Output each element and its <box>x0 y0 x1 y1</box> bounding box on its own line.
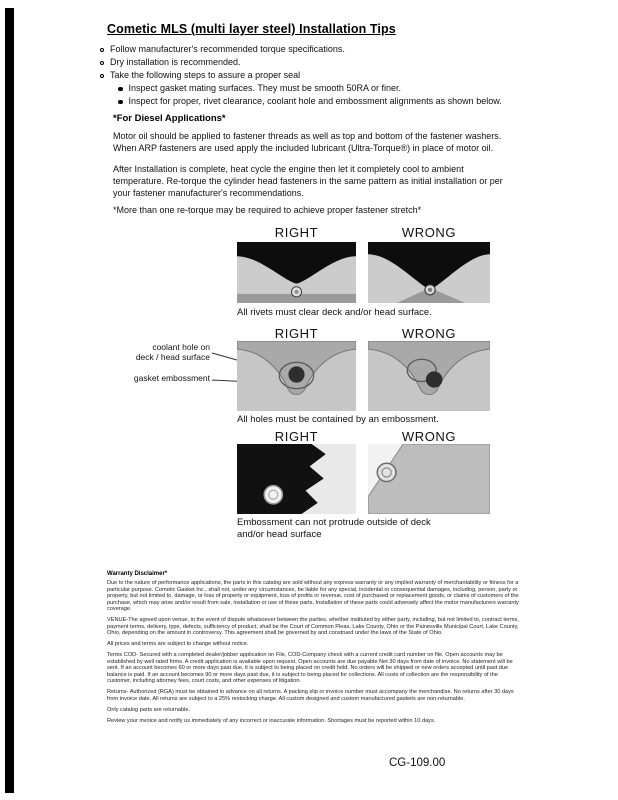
rivets-wrong-label: WRONG <box>401 225 457 240</box>
callout-text: coolant hole on <box>152 342 210 352</box>
holes-right-panel <box>237 341 356 411</box>
gasket-embossment-callout: gasket embossment <box>133 373 210 383</box>
legal-paragraph: VENUE-The agreed upon venue, in the event of dispute whatsoever between the parties, whether instituted by either party, including, but not limited to, contract terms, payment terms, delivery, type, defects, sufficiency of product, shall be the Court of Common Pleas, Lake County, Ohio or the Painesville Municipal Court, Lake County, Ohio, depending on the amount in controversy. This agreement shall be governed by and construed under the laws of the State of Ohio. <box>107 617 519 636</box>
embossment-caption <box>237 517 497 540</box>
embossment-right-graphic <box>237 444 356 514</box>
bullet-icon <box>100 48 104 52</box>
retorque-note: *More than one re-torque may be required to achieve proper fastener stretch* <box>113 205 422 215</box>
tip-text: Inspect gasket mating surfaces. They must be smooth 50RA or finer. <box>128 83 401 93</box>
legal-paragraph: Returns- Authorized (RGA) must be obtained in advance on all returns. A packing slip or invoice number must accompany the merchandise. No returns after 30 days from invoice date. All returns are subject to a 25% restocking charge. All custom designed and custom manufactured gaskets are non-returnable. <box>107 689 514 702</box>
bullet-icon <box>100 74 104 78</box>
callout-text: deck / head surface <box>135 352 210 362</box>
tip-text: Dry installation is recommended. <box>110 57 241 67</box>
bullet-icon <box>100 61 104 65</box>
retorque-paragraph: After Installation is complete, heat cycle the engine then let it completely cool to ambient temperature. Re-torque the cylinder head fasteners in the same pattern as initial installation or per your fastener manufacturer's recommendations. <box>113 164 503 198</box>
holes-caption: All holes must be contained by an embossment. <box>237 414 439 425</box>
rivets-right-panel <box>237 242 356 303</box>
coolant-hole-callout <box>118 342 210 362</box>
legal-paragraph: Terms COD- Secured with a completed dealer/jobber application on File, COD-Company check with a current credit card number on file. Open accounts may be established by well rated firms. A credit application is available upon request. Open accounts are due payable Net 30 days from date of invoice. No statement will be sent. If an account becomes 60 or more days past due, it is subject to being placed on credit hold. No orders will be shipped or new orders accepted until past due balance is paid. If an account becomes 90 or more days past due, it is subject to being placed for collections. All costs of collection are the responsibility of the customer, including attorney fees, court costs, and other expenses of litigation. <box>107 652 513 684</box>
legal-paragraph: Due to the nature of performance applications, the parts in this catalog are sold without any express warranty or any implied warranty of merchantability or fitness for a particular purpose. Cometic Gasket Inc., shall not, under any circumstances, be liable for any special, incidental or consequential damages, including, person, party or property, but not limited to, damage, or loss of property or equipment, loss of profits or revenue, cost of purchased or replacement goods, or claims of customers of the purchase, which may arise and/or result from sale, installation or use of these parts. Installation of these parts could adversely affect the motor manufacturers warranty coverage. <box>107 580 519 612</box>
rivets-caption: All rivets must clear deck and/or head surface. <box>237 307 432 318</box>
coolant-hole <box>426 371 443 387</box>
list-item <box>100 43 502 56</box>
installation-tips-list <box>100 43 502 108</box>
rivets-right-label: RIGHT <box>274 225 319 240</box>
legal-paragraph: Only catalog parts are returnable. <box>107 706 191 713</box>
holes-right-label: RIGHT <box>274 326 319 341</box>
coolant-hole <box>288 366 304 382</box>
rivets-wrong-graphic <box>368 242 490 303</box>
sub-bullet-icon <box>118 100 123 105</box>
tip-text: Take the following steps to assure a proper seal <box>110 70 301 80</box>
list-item <box>100 69 502 82</box>
legal-paragraph: Review your invoice and notify us immediately of any incorrect or inaccurate information. Shortages must be reported within 10 days. <box>107 717 436 724</box>
embossment-ring <box>264 486 282 504</box>
embossment-ring <box>377 463 396 481</box>
embossment-wrong-label: WRONG <box>401 429 457 444</box>
warranty-disclaimer-section <box>107 571 522 729</box>
rivets-wrong-panel <box>368 242 490 303</box>
holes-right-graphic <box>237 341 356 411</box>
diesel-applications-heading: *For Diesel Applications* <box>113 113 226 124</box>
embossment-wrong-panel <box>368 444 490 514</box>
caption-line: and/or head surface <box>237 528 322 540</box>
embossment-wrong-graphic <box>368 444 490 514</box>
tip-text: Follow manufacturer's recommended torque specifications. <box>110 44 345 54</box>
holes-wrong-graphic <box>368 341 490 411</box>
warranty-disclaimer-heading: Warranty Disclaimer* <box>107 571 168 577</box>
list-item <box>100 82 502 95</box>
embossment-right-label: RIGHT <box>274 429 319 444</box>
caption-line: Embossment can not protrude outside of deck <box>237 517 431 528</box>
tip-text: Inspect for proper, rivet clearance, coolant hole and embossment alignments as shown below. <box>128 96 502 106</box>
rivets-right-graphic <box>237 242 356 303</box>
deck-shape <box>237 444 326 514</box>
holes-wrong-panel <box>368 341 490 411</box>
sub-bullet-icon <box>118 87 123 92</box>
list-item <box>100 95 502 108</box>
holes-wrong-label: WRONG <box>401 326 457 341</box>
embossment-right-panel <box>237 444 356 514</box>
list-item <box>100 56 502 69</box>
page-spine-bar <box>5 8 14 793</box>
legal-paragraph: All prices and terms are subject to change without notice. <box>107 641 249 647</box>
page-number: CG-109.00 <box>389 757 446 769</box>
motor-oil-paragraph: Motor oil should be applied to fastener threads as well as top and bottom of the fastener washers. When ARP fasteners are used apply the included lubricant (Ultra-Torque®) in place of motor oil. <box>113 131 502 153</box>
page-title: Cometic MLS (multi layer steel) Installation Tips <box>107 22 396 36</box>
